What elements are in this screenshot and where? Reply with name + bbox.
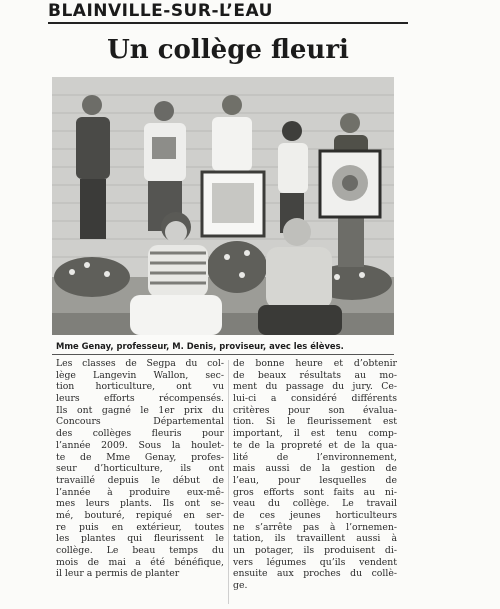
- body-text-line: travaillé depuis le début de: [56, 474, 224, 486]
- body-text-line: gros efforts sont faits au ni-: [233, 486, 397, 498]
- body-text-line: mois de mai a été bénéfique,: [56, 556, 224, 568]
- body-text-line: seur d’horticulture, ils ont: [56, 463, 224, 475]
- body-text-line: lège Langevin Wallon, sec-: [56, 369, 224, 381]
- body-text-line: veau du collège. Le travail: [233, 498, 397, 510]
- article-column-right: [233, 358, 397, 592]
- body-text-line: important, il est tenu comp-: [233, 428, 397, 440]
- body-text-line: tion horticulture, ont vu: [56, 381, 224, 393]
- body-text-line: vers légumes qu’ils vendent: [233, 556, 397, 568]
- body-text-line: de bonne heure et d’obtenir: [233, 358, 397, 369]
- caption-rule: [52, 354, 394, 355]
- body-text-line: ment du passage du jury. Ce-: [233, 381, 397, 393]
- column-separator: [228, 360, 229, 604]
- body-text-line: Ils ont gagné le 1er prix du: [56, 404, 224, 416]
- photo-caption: Mme Genay, professeur, M. Denis, proviseur, avec les élèves.: [56, 341, 344, 351]
- body-text-line: Les classes de Segpa du col-: [56, 358, 224, 369]
- body-text-line: critères pour son évalua-: [233, 404, 397, 416]
- body-text-line: ensuite aux proches du collè-: [233, 568, 397, 580]
- body-text-line: Concours Départemental: [56, 416, 224, 428]
- body-text-line: te de Mme Genay, profes-: [56, 451, 224, 463]
- body-text-line: un potager, ils produisent di-: [233, 545, 397, 556]
- kicker-rule: [48, 22, 408, 24]
- body-text-line: re puis en extérieur, toutes: [56, 521, 224, 533]
- body-text-line: de beaux résultats au mo-: [233, 369, 397, 381]
- body-text-line: ne s’arrête pas à l’ornemen-: [233, 521, 397, 533]
- town-kicker: BLAINVILLE-SUR-L’EAU: [48, 1, 273, 21]
- body-text-line: de ces jeunes horticulteurs: [233, 509, 397, 521]
- body-text-line: l’année à produire eux-mê-: [56, 486, 224, 498]
- body-text-line: mé, bouturé, repiqué en ser-: [56, 509, 224, 521]
- body-text-line: collège. Le beau temps du: [56, 545, 224, 556]
- body-text-line: ge.: [233, 580, 248, 592]
- body-text-line: leurs efforts récompensés.: [56, 393, 224, 405]
- body-text-line: il leur a permis de planter: [56, 568, 180, 580]
- headline: Un collège fleuri: [107, 35, 349, 65]
- body-text-line: l’année 2009. Sous la houlet-: [56, 439, 224, 451]
- body-text-line: des collèges fleuris pour: [56, 428, 224, 440]
- body-text-line: l’eau, pour lesquelles de: [233, 474, 397, 486]
- body-text-line: mes leurs plants. Ils ont se-: [56, 498, 224, 510]
- body-text-line: lui-ci a considéré différents: [233, 393, 397, 405]
- body-text-line: tion. Si le fleurissement est: [233, 416, 397, 428]
- article-column-left: [56, 358, 224, 580]
- body-text-line: tation, ils travaillent aussi à: [233, 533, 397, 545]
- body-text-line: les plantes qui fleurissent le: [56, 533, 224, 545]
- body-text-line: mais aussi de la gestion de: [233, 463, 397, 475]
- body-text-line: te de la propreté et de la qua-: [233, 439, 397, 451]
- body-text-line: lité de l’environnement,: [233, 451, 397, 463]
- group-photo-illustration: [52, 77, 394, 335]
- article-photo: [52, 77, 394, 335]
